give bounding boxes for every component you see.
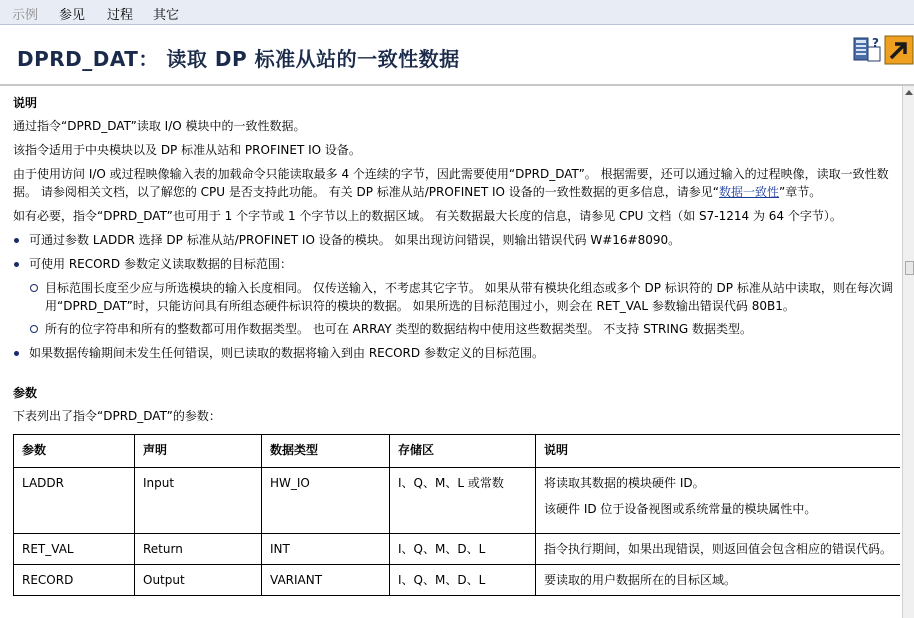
scroll-up-icon[interactable] [905,90,913,95]
menu-procedure[interactable]: 过程 [107,8,134,23]
cell-desc: 要读取的用户数据所在的目标区域。 [536,565,901,596]
cell-decl: Return [135,534,262,565]
parameters-table [13,434,900,596]
cell-area: I、Q、M、D、L [390,534,536,565]
description-p1: 通过指令“DPRD_DAT”读取 I/O 模块中的一致性数据。 [13,119,306,133]
cell-param: RET_VAL [14,534,135,565]
vertical-scrollbar[interactable] [902,86,914,618]
title-area [0,25,914,86]
sub-bullet-data-types: 所有的位字符串和所有的整数都可用作数据类型。 也可在 ARRAY 类型的数据结构中使用这些数据类型。 不支持 STRING 数据类型。 [29,320,900,338]
menu-other[interactable]: 其它 [153,8,180,23]
parameters-intro: 下表列出了指令“DPRD_DAT”的参数： [13,409,221,423]
cell-type: HW_IO [262,468,390,534]
table-row [14,565,901,596]
col-header-param: 参数 [14,435,135,468]
cell-param: RECORD [14,565,135,596]
data-consistency-link[interactable]: 数据一致性 [719,185,780,199]
menu-bar [0,0,914,25]
bullet-record: 可使用 RECORD 参数定义读取数据的目标范围： [13,255,898,273]
description-p3-tail: ”章节。 [779,185,822,199]
cell-desc [536,468,901,534]
parameters-heading: 参数 [13,386,38,400]
bullet-transfer: 如果数据传输期间未发生任何错误，则已读取的数据将输入到由 RECORD 参数定义的目标范围。 [13,344,898,362]
cell-desc-line2: 该硬件 ID 位于设备视图或系统常量的模块属性中。 [544,502,817,516]
cell-type: VARIANT [262,565,390,596]
cell-type: INT [262,534,390,565]
sub-bullet-target-range: 目标范围长度至少应与所选模块的输入长度相同。 仅传送输入，不考虑其它字节。 如果从带有模块化组态或多个 DP 标识符的 DP 标准从站中读取，则在每次调用“DPRD_DAT”时，只能访问具有所组态硬件标识符的模块的数据。 如果所选的目标范围过小，则会在 RET_VAL 参数输出错误代码 80B1。 [29,279,900,315]
description-p3 [13,165,898,201]
cell-decl: Input [135,468,262,534]
cell-decl: Output [135,565,262,596]
col-header-area: 存储区 [390,435,536,468]
table-row [14,534,901,565]
help-window-icon[interactable] [853,35,883,65]
table-row [14,468,901,534]
description-heading: 说明 [13,96,38,110]
col-header-type: 数据类型 [262,435,390,468]
table-header-row [14,435,901,468]
description-p3-text: 由于使用访问 I/O 或过程映像输入表的加载命令只能读取最多 4 个连续的字节，因此需要使用“DPRD_DAT”。 根据需要，还可以通过输入的过程映像，读取一致性数据。 请参阅相关文档，以了解您的 CPU 是否支持此功能。 有关 DP 标准从站/PROFINET IO 设备的一致性数据的更多信息，请参见“ [13,167,889,199]
cell-area: I、Q、M、L 或常数 [390,468,536,534]
cell-area: I、Q、M、D、L [390,565,536,596]
description-p2: 该指令适用于中央模块以及 DP 标准从站和 PROFINET IO 设备。 [13,143,361,157]
col-header-desc: 说明 [536,435,901,468]
menu-see-also[interactable]: 参见 [59,8,86,23]
page-title: DPRD_DAT： 读取 DP 标准从站的一致性数据 [17,47,460,71]
menu-example: 示例 [12,8,39,23]
col-header-decl: 声明 [135,435,262,468]
cell-desc: 指令执行期间，如果出现错误，则返回值会包含相应的错误代码。 [536,534,901,565]
svg-text:?: ? [872,36,879,50]
jump-arrow-icon[interactable] [884,35,914,65]
cell-param: LADDR [14,468,135,534]
scroll-thumb[interactable] [905,261,914,275]
description-p4: 如有必要，指令“DPRD_DAT”也可用于 1 个字节或 1 个字节以上的数据区域。 有关数据最大长度的信息，请参见 CPU 文档（如 S7-1214 为 64 个字节）。 [13,209,842,223]
bullet-laddr: 可通过参数 LADDR 选择 DP 标准从站/PROFINET IO 设备的模块。 如果出现访问错误，则输出错误代码 W#16#8090。 [13,231,898,249]
help-content [0,86,900,618]
cell-desc-line1: 将读取其数据的模块硬件 ID。 [544,476,705,490]
